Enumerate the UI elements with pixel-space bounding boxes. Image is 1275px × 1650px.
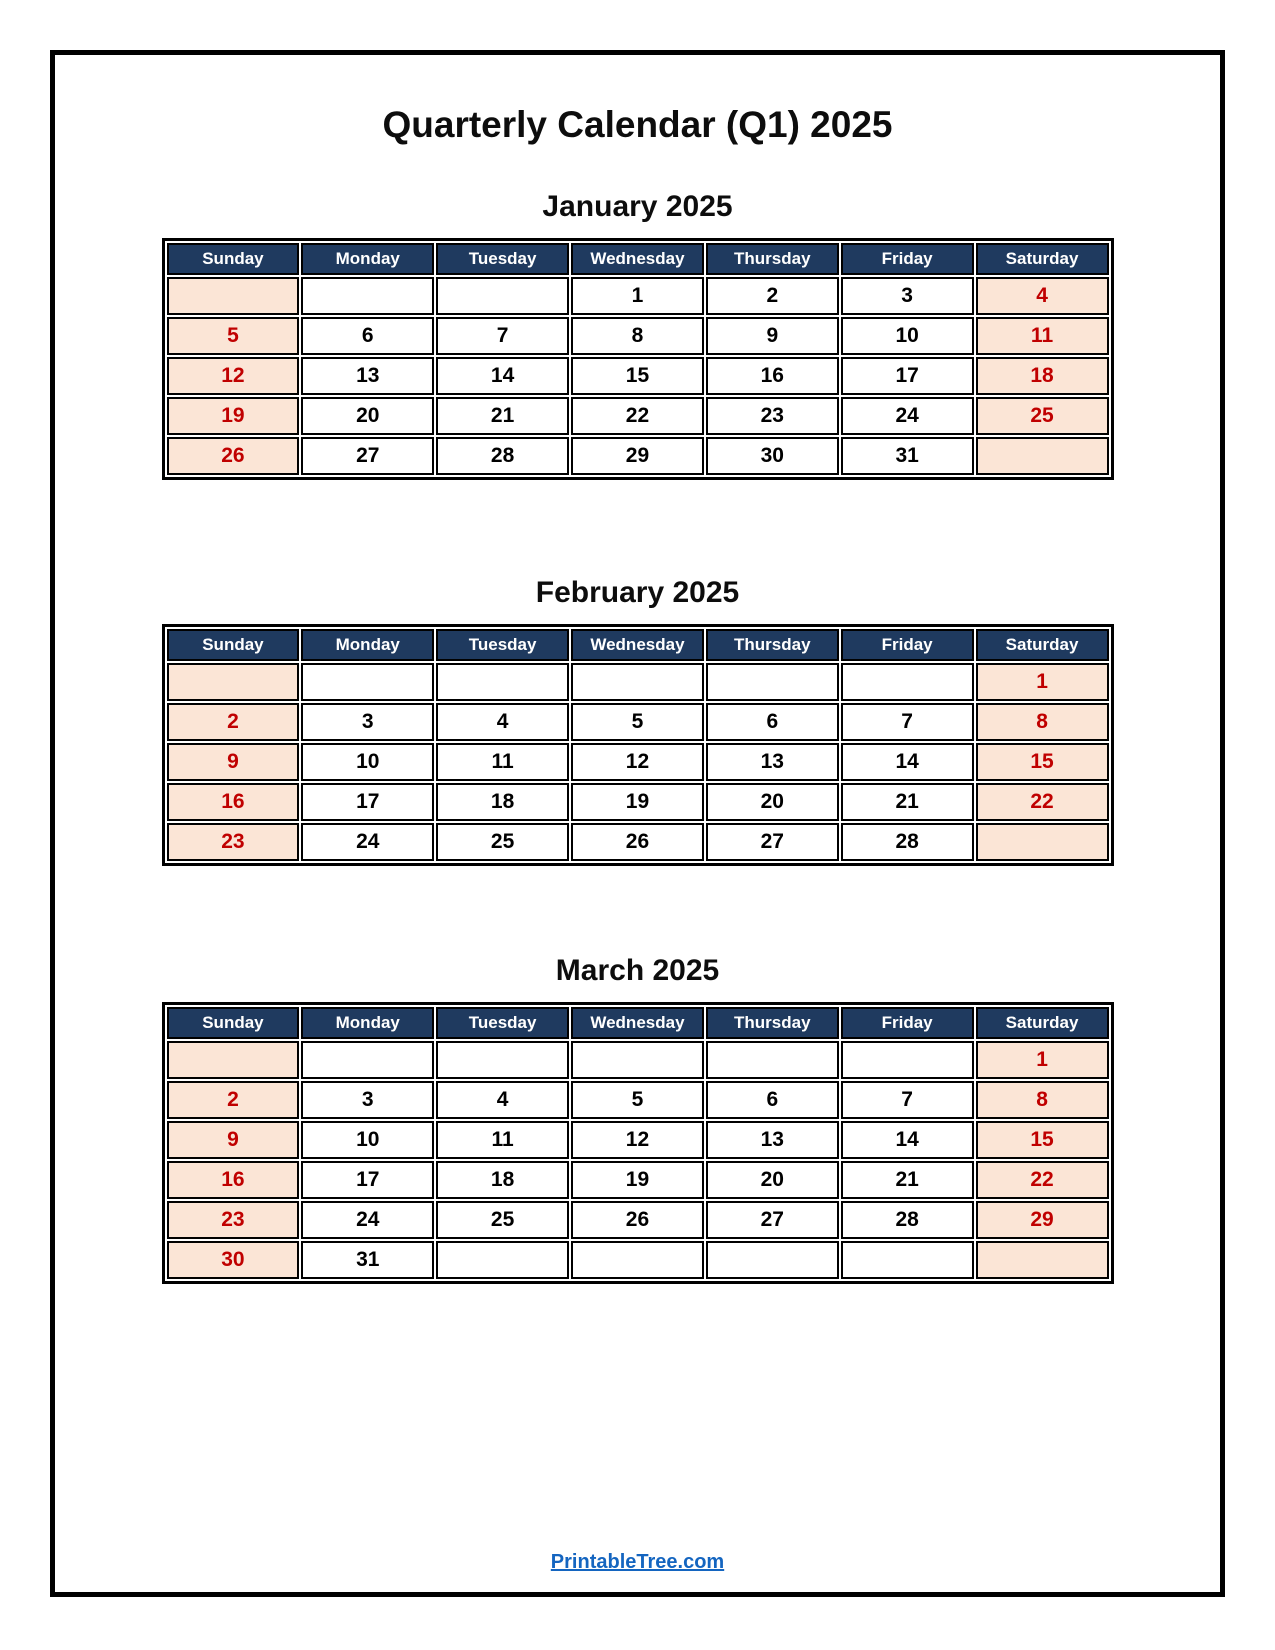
week-row bbox=[167, 437, 1109, 475]
day-cell: 22 bbox=[976, 783, 1109, 821]
day-cell: 26 bbox=[571, 1201, 704, 1239]
empty-day-cell bbox=[706, 1041, 839, 1079]
empty-day-cell bbox=[436, 1241, 569, 1279]
day-cell: 20 bbox=[706, 1161, 839, 1199]
day-cell: 13 bbox=[706, 1121, 839, 1159]
day-cell: 2 bbox=[167, 1081, 300, 1119]
day-cell: 10 bbox=[841, 317, 974, 355]
day-cell: 17 bbox=[301, 783, 434, 821]
day-cell: 4 bbox=[436, 1081, 569, 1119]
day-cell: 17 bbox=[841, 357, 974, 395]
week-row bbox=[167, 823, 1109, 861]
day-cell: 13 bbox=[706, 743, 839, 781]
empty-day-cell bbox=[167, 663, 300, 701]
empty-day-cell bbox=[841, 1041, 974, 1079]
footer bbox=[0, 1551, 1275, 1574]
day-header-tuesday: Tuesday bbox=[436, 629, 569, 661]
day-cell: 29 bbox=[571, 437, 704, 475]
day-header-friday: Friday bbox=[841, 1007, 974, 1039]
day-cell: 7 bbox=[841, 1081, 974, 1119]
week-row bbox=[167, 1041, 1109, 1079]
day-header-thursday: Thursday bbox=[706, 1007, 839, 1039]
day-header-wednesday: Wednesday bbox=[571, 243, 704, 275]
day-header-friday: Friday bbox=[841, 243, 974, 275]
day-cell: 21 bbox=[841, 783, 974, 821]
day-cell: 4 bbox=[436, 703, 569, 741]
day-cell: 8 bbox=[571, 317, 704, 355]
week-row bbox=[167, 703, 1109, 741]
day-cell: 10 bbox=[301, 743, 434, 781]
day-cell: 2 bbox=[167, 703, 300, 741]
day-cell: 11 bbox=[436, 1121, 569, 1159]
day-cell: 25 bbox=[436, 823, 569, 861]
day-cell: 13 bbox=[301, 357, 434, 395]
day-cell: 3 bbox=[301, 703, 434, 741]
month-section-january bbox=[0, 190, 1275, 480]
week-row bbox=[167, 1241, 1109, 1279]
day-cell: 31 bbox=[301, 1241, 434, 1279]
day-cell: 9 bbox=[167, 743, 300, 781]
empty-day-cell bbox=[301, 277, 434, 315]
day-cell: 19 bbox=[571, 1161, 704, 1199]
week-row bbox=[167, 1121, 1109, 1159]
day-cell: 15 bbox=[571, 357, 704, 395]
empty-day-cell bbox=[571, 1241, 704, 1279]
day-cell: 21 bbox=[841, 1161, 974, 1199]
day-header-wednesday: Wednesday bbox=[571, 629, 704, 661]
day-cell: 6 bbox=[301, 317, 434, 355]
day-cell: 10 bbox=[301, 1121, 434, 1159]
day-cell: 20 bbox=[706, 783, 839, 821]
empty-day-cell bbox=[976, 437, 1109, 475]
day-header-row bbox=[167, 1007, 1109, 1039]
day-header-row bbox=[167, 243, 1109, 275]
day-cell: 19 bbox=[571, 783, 704, 821]
day-cell: 26 bbox=[571, 823, 704, 861]
month-title-march: March 2025 bbox=[555, 954, 720, 987]
day-cell: 21 bbox=[436, 397, 569, 435]
day-cell: 14 bbox=[841, 1121, 974, 1159]
day-cell: 2 bbox=[706, 277, 839, 315]
empty-day-cell bbox=[436, 663, 569, 701]
week-row bbox=[167, 1161, 1109, 1199]
day-cell: 16 bbox=[167, 783, 300, 821]
day-cell: 3 bbox=[301, 1081, 434, 1119]
day-cell: 28 bbox=[436, 437, 569, 475]
empty-day-cell bbox=[301, 1041, 434, 1079]
month-title-february: February 2025 bbox=[535, 576, 740, 609]
day-cell: 5 bbox=[571, 703, 704, 741]
day-cell: 30 bbox=[167, 1241, 300, 1279]
page-title: Quarterly Calendar (Q1) 2025 bbox=[382, 104, 893, 145]
empty-day-cell bbox=[436, 1041, 569, 1079]
day-cell: 18 bbox=[436, 1161, 569, 1199]
calendar-table-february bbox=[162, 624, 1114, 866]
day-cell: 18 bbox=[976, 357, 1109, 395]
day-cell: 12 bbox=[167, 357, 300, 395]
empty-day-cell bbox=[841, 1241, 974, 1279]
empty-day-cell bbox=[841, 663, 974, 701]
day-cell: 20 bbox=[301, 397, 434, 435]
day-header-thursday: Thursday bbox=[706, 629, 839, 661]
day-cell: 14 bbox=[841, 743, 974, 781]
day-header-sunday: Sunday bbox=[167, 629, 300, 661]
day-cell: 6 bbox=[706, 703, 839, 741]
day-header-saturday: Saturday bbox=[976, 243, 1109, 275]
day-cell: 24 bbox=[841, 397, 974, 435]
day-cell: 15 bbox=[976, 743, 1109, 781]
day-cell: 1 bbox=[976, 663, 1109, 701]
week-row bbox=[167, 663, 1109, 701]
day-cell: 19 bbox=[167, 397, 300, 435]
day-cell: 16 bbox=[167, 1161, 300, 1199]
day-cell: 28 bbox=[841, 1201, 974, 1239]
day-header-sunday: Sunday bbox=[167, 243, 300, 275]
day-cell: 15 bbox=[976, 1121, 1109, 1159]
empty-day-cell bbox=[706, 1241, 839, 1279]
calendar-table-march bbox=[162, 1002, 1114, 1284]
day-cell: 8 bbox=[976, 703, 1109, 741]
day-header-monday: Monday bbox=[301, 243, 434, 275]
day-cell: 11 bbox=[976, 317, 1109, 355]
week-row bbox=[167, 397, 1109, 435]
week-row bbox=[167, 1201, 1109, 1239]
empty-day-cell bbox=[571, 1041, 704, 1079]
empty-day-cell bbox=[706, 663, 839, 701]
day-cell: 9 bbox=[706, 317, 839, 355]
day-cell: 7 bbox=[841, 703, 974, 741]
day-cell: 18 bbox=[436, 783, 569, 821]
calendar-table-january bbox=[162, 238, 1114, 480]
day-cell: 25 bbox=[436, 1201, 569, 1239]
day-cell: 4 bbox=[976, 277, 1109, 315]
day-cell: 1 bbox=[571, 277, 704, 315]
empty-day-cell bbox=[571, 663, 704, 701]
day-header-saturday: Saturday bbox=[976, 1007, 1109, 1039]
day-cell: 7 bbox=[436, 317, 569, 355]
week-row bbox=[167, 357, 1109, 395]
day-cell: 27 bbox=[301, 437, 434, 475]
day-header-thursday: Thursday bbox=[706, 243, 839, 275]
day-cell: 26 bbox=[167, 437, 300, 475]
day-header-friday: Friday bbox=[841, 629, 974, 661]
day-cell: 23 bbox=[706, 397, 839, 435]
day-cell: 22 bbox=[571, 397, 704, 435]
empty-day-cell bbox=[976, 823, 1109, 861]
day-header-tuesday: Tuesday bbox=[436, 1007, 569, 1039]
day-cell: 30 bbox=[706, 437, 839, 475]
day-cell: 25 bbox=[976, 397, 1109, 435]
day-cell: 12 bbox=[571, 1121, 704, 1159]
footer-link[interactable]: PrintableTree.com bbox=[550, 1551, 725, 1573]
day-cell: 31 bbox=[841, 437, 974, 475]
week-row bbox=[167, 743, 1109, 781]
day-header-saturday: Saturday bbox=[976, 629, 1109, 661]
day-cell: 27 bbox=[706, 823, 839, 861]
day-cell: 8 bbox=[976, 1081, 1109, 1119]
day-cell: 9 bbox=[167, 1121, 300, 1159]
week-row bbox=[167, 1081, 1109, 1119]
day-header-row bbox=[167, 629, 1109, 661]
week-row bbox=[167, 317, 1109, 355]
empty-day-cell bbox=[167, 277, 300, 315]
empty-day-cell bbox=[167, 1041, 300, 1079]
month-section-march bbox=[0, 954, 1275, 1284]
month-section-february bbox=[0, 576, 1275, 866]
day-cell: 28 bbox=[841, 823, 974, 861]
day-header-tuesday: Tuesday bbox=[436, 243, 569, 275]
day-header-monday: Monday bbox=[301, 1007, 434, 1039]
day-cell: 23 bbox=[167, 823, 300, 861]
day-cell: 22 bbox=[976, 1161, 1109, 1199]
day-cell: 17 bbox=[301, 1161, 434, 1199]
day-cell: 6 bbox=[706, 1081, 839, 1119]
empty-day-cell bbox=[301, 663, 434, 701]
day-cell: 24 bbox=[301, 823, 434, 861]
day-cell: 14 bbox=[436, 357, 569, 395]
day-cell: 23 bbox=[167, 1201, 300, 1239]
day-cell: 5 bbox=[571, 1081, 704, 1119]
month-title-january: January 2025 bbox=[542, 190, 733, 223]
week-row bbox=[167, 277, 1109, 315]
day-cell: 3 bbox=[841, 277, 974, 315]
day-cell: 5 bbox=[167, 317, 300, 355]
day-cell: 27 bbox=[706, 1201, 839, 1239]
day-cell: 12 bbox=[571, 743, 704, 781]
day-header-sunday: Sunday bbox=[167, 1007, 300, 1039]
day-cell: 29 bbox=[976, 1201, 1109, 1239]
day-header-monday: Monday bbox=[301, 629, 434, 661]
day-cell: 24 bbox=[301, 1201, 434, 1239]
empty-day-cell bbox=[436, 277, 569, 315]
day-header-wednesday: Wednesday bbox=[571, 1007, 704, 1039]
empty-day-cell bbox=[976, 1241, 1109, 1279]
week-row bbox=[167, 783, 1109, 821]
day-cell: 1 bbox=[976, 1041, 1109, 1079]
day-cell: 16 bbox=[706, 357, 839, 395]
day-cell: 11 bbox=[436, 743, 569, 781]
